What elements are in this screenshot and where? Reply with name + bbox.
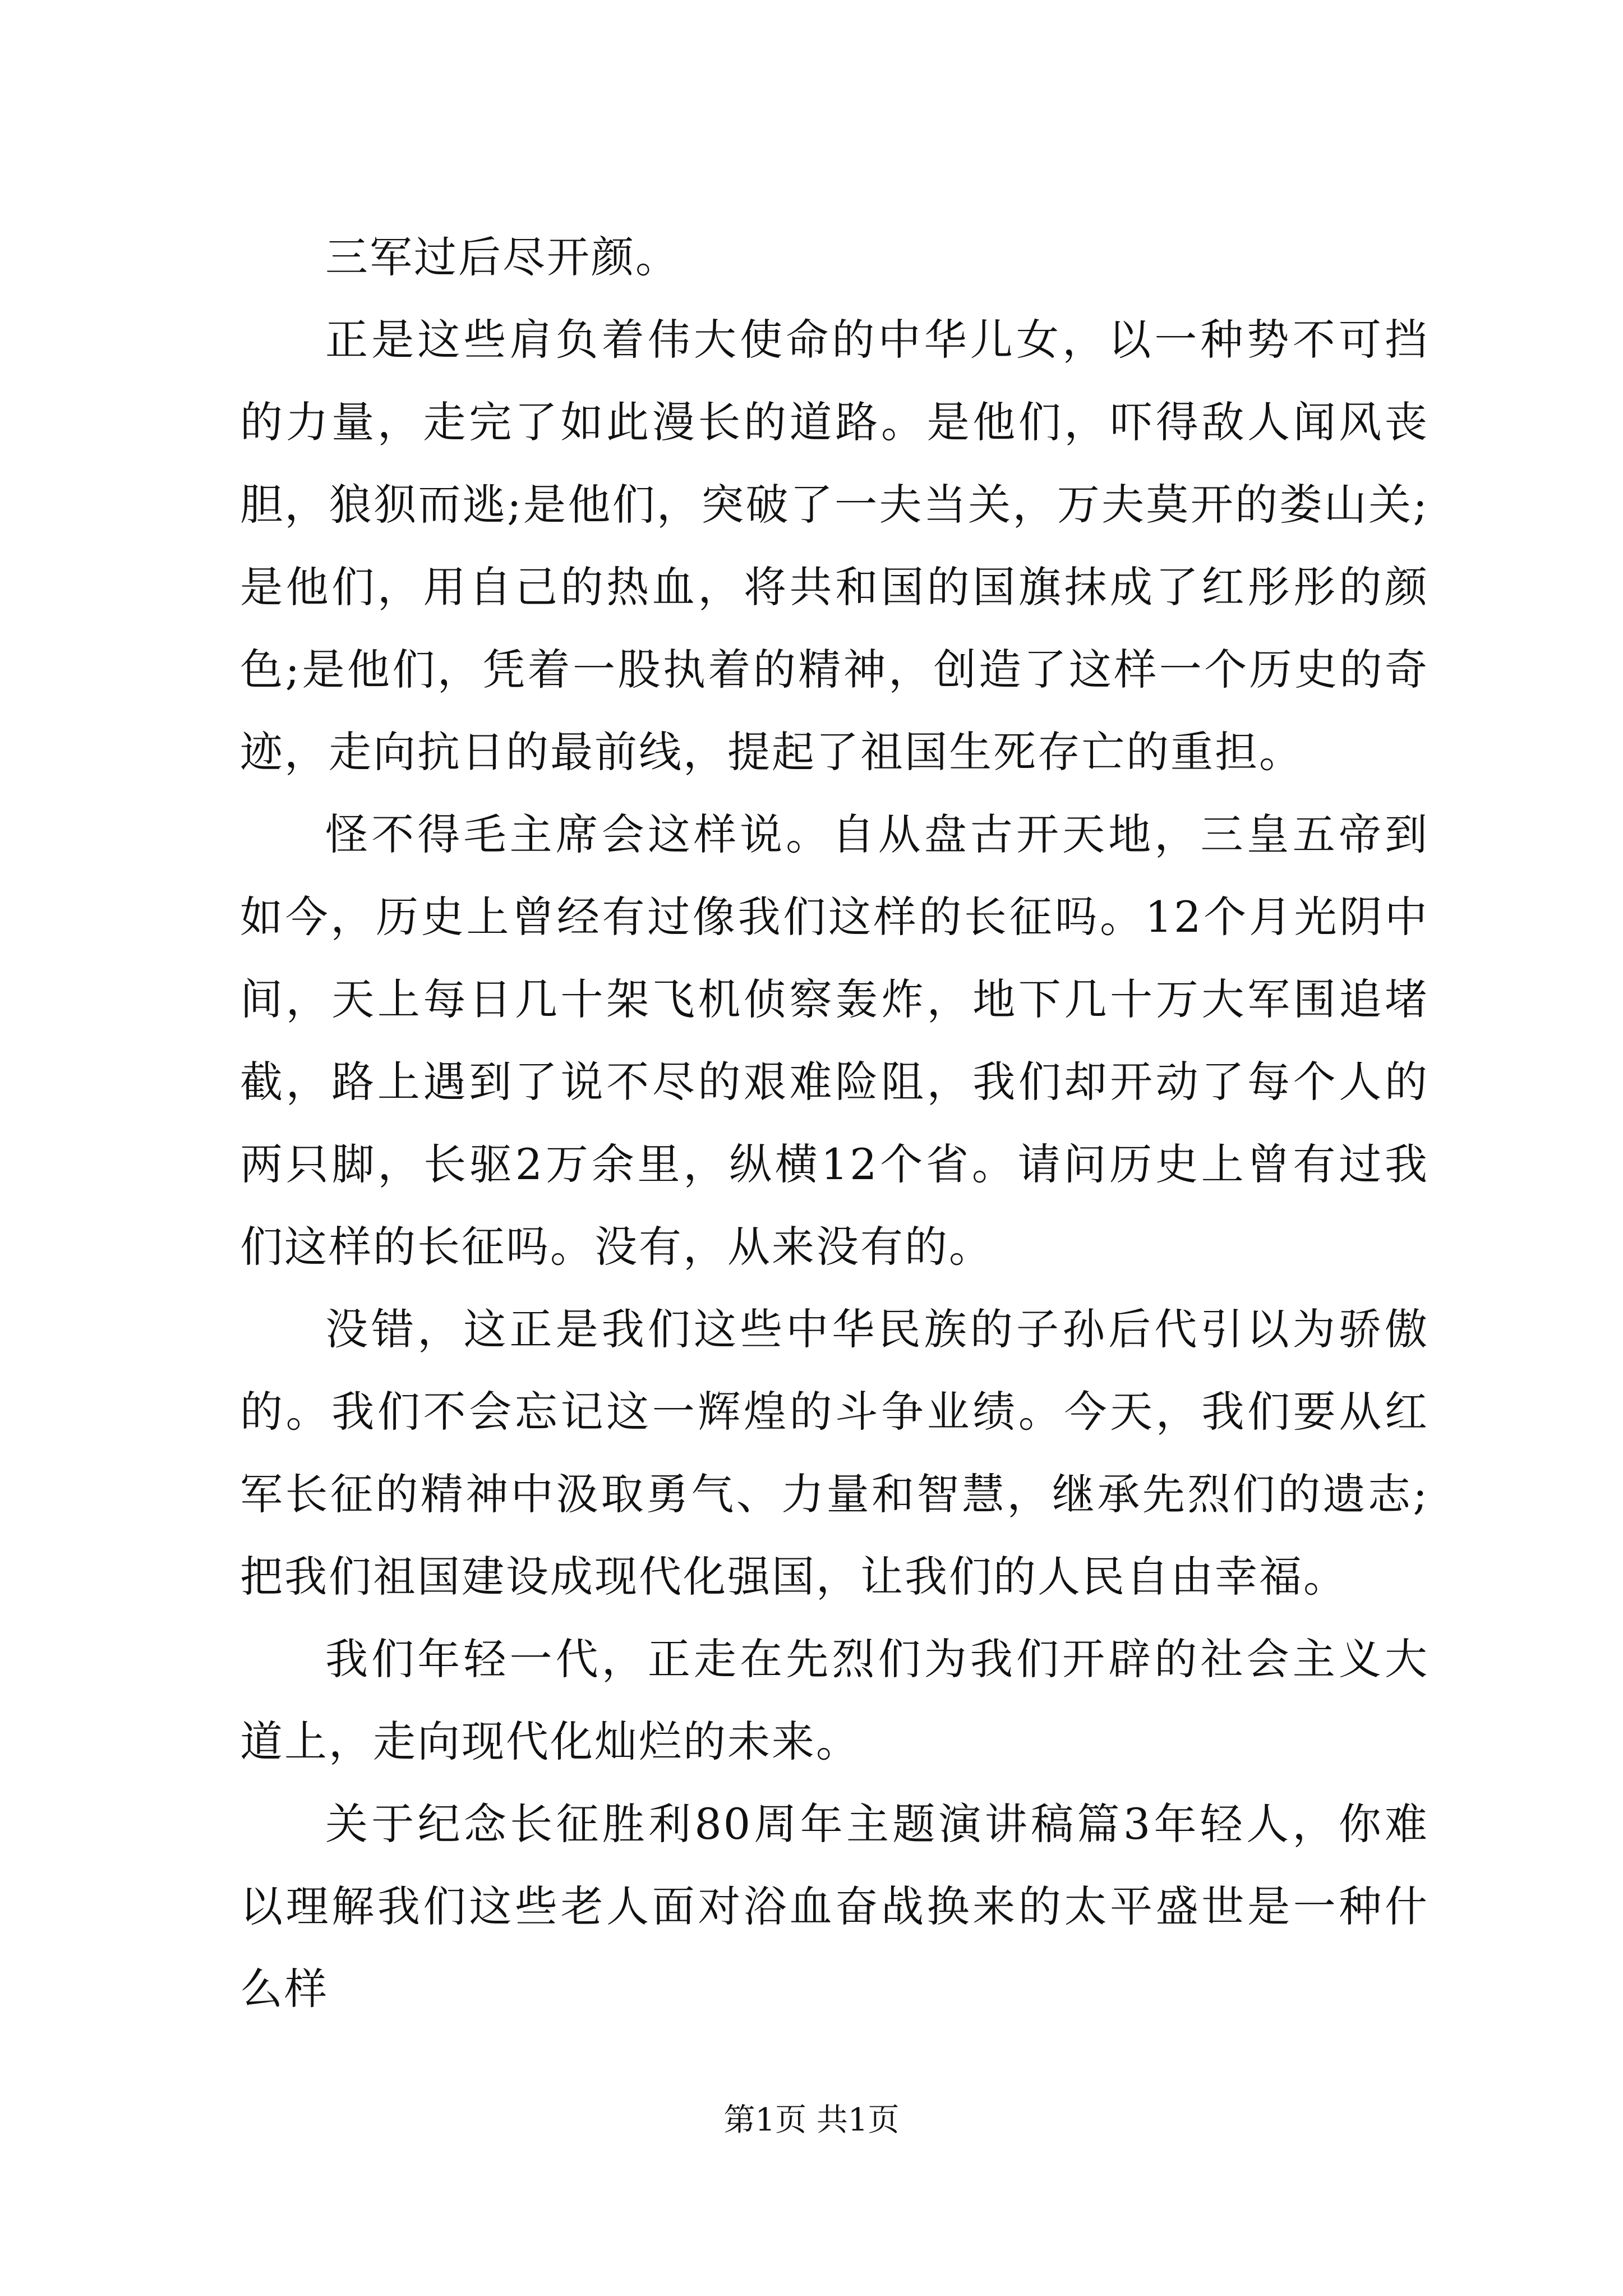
paragraph: 怪不得毛主席会这样说。自从盘古开天地，三皇五帝到如今，历史上曾经有过像我们这样的长征吗。12个月光阴中间，天上每日几十架飞机侦察轰炸，地下几十万大军围追堵截，路上遇到了说不尽的艰难险阻，我们却开动了每个人的两只脚，长驱2万余里，纵横12个省。请问历史上曾有过我们这样的长征吗。没有，从来没有的。 bbox=[240, 809, 1429, 1272]
paragraph: 正是这些肩负着伟大使命的中华儿女，以一种势不可挡的力量，走完了如此漫长的道路。是他们，吓得敌人闻风丧胆，狼狈而逃;是他们，突破了一夫当关，万夫莫开的娄山关;是他们，用自己的热血，将共和国的国旗抹成了红彤彤的颜色;是他们，凭着一股执着的精神，创造了这样一个历史的奇迹，走向抗日的最前线，提起了祖国生死存亡的重担。 bbox=[240, 315, 1429, 777]
paragraph: 没错，这正是我们这些中华民族的子孙后代引以为骄傲的。我们不会忘记这一辉煌的斗争业绩。今天，我们要从红军长征的精神中汲取勇气、力量和智慧，继承先烈们的遗志;把我们祖国建设成现代化强国，让我们的人民自由幸福。 bbox=[240, 1304, 1429, 1602]
document-body bbox=[240, 216, 1429, 2030]
paragraph: 我们年轻一代，正走在先烈们为我们开辟的社会主义大道上，走向现代化灿烂的未来。 bbox=[240, 1634, 1429, 1766]
page-footer: 第1页 共1页 bbox=[723, 2102, 900, 2138]
paragraph: 三军过后尽开颜。 bbox=[325, 232, 680, 282]
paragraph: 关于纪念长征胜利80周年主题演讲稿篇3年轻人，你难以理解我们这些老人面对浴血奋战换来的太平盛世是一种什么样 bbox=[240, 1799, 1429, 2014]
